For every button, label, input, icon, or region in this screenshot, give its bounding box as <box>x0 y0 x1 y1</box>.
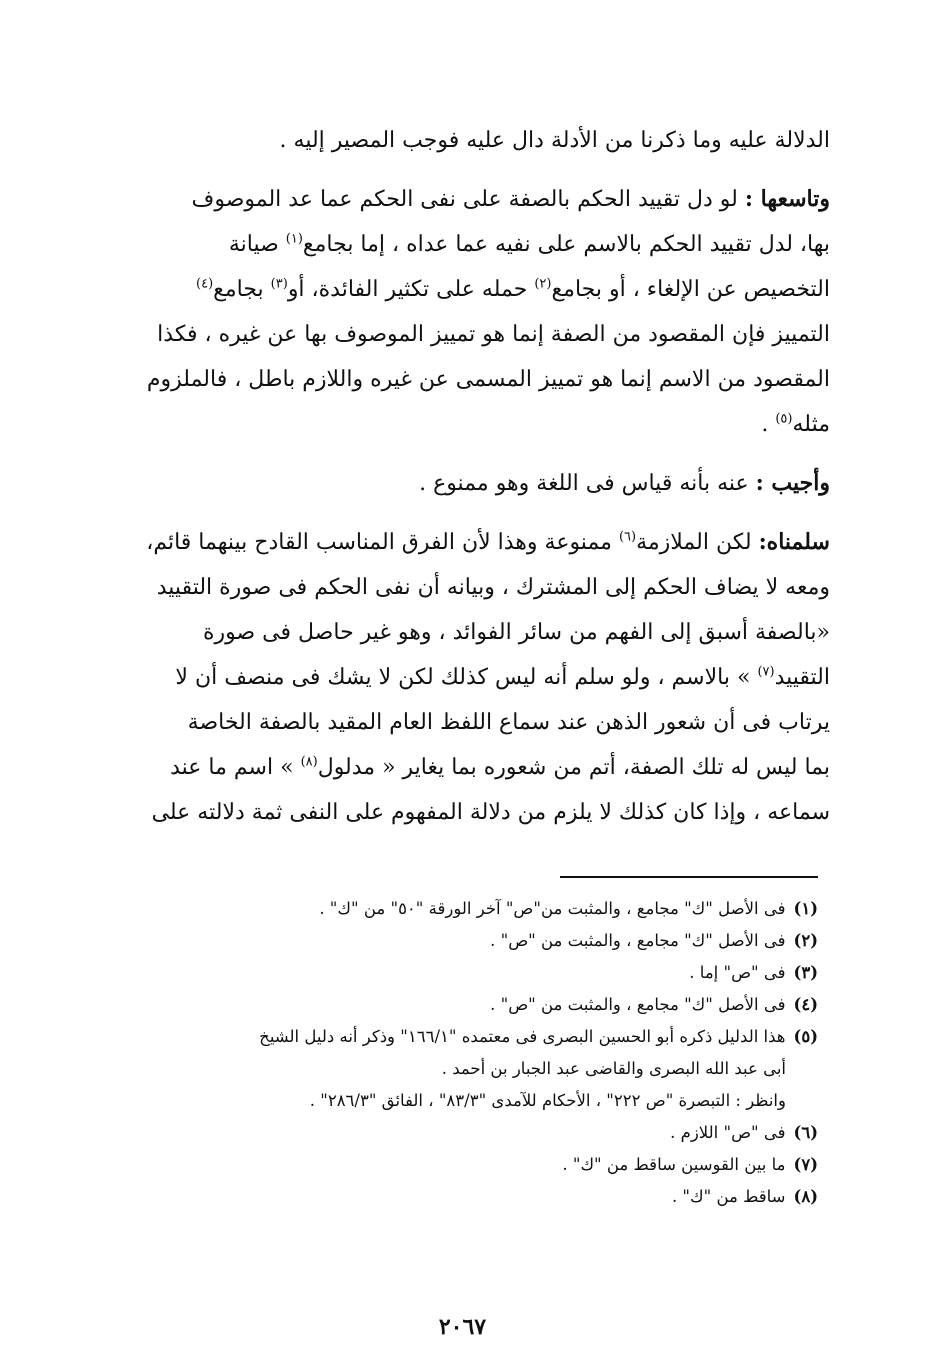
footnote-4: (٤)فى الأصل "ك" مجامع ، والمثبت من "ص" . <box>490 995 818 1014</box>
main-text <box>112 118 830 835</box>
footnote-5-continuation: أبى عبد الله البصرى والقاضى عبد الجبار بن أحمد . <box>441 1059 786 1078</box>
paragraph-1: الدلالة عليه وما ذكرنا من الأدلة دال عليه فوجب المصير إليه . <box>279 128 830 153</box>
footnote-ref-5: (٥) <box>775 411 793 427</box>
footnote-7: (٧)ما بين القوسين ساقط من "ك" . <box>562 1155 818 1174</box>
paragraph-2-line-5: المقصود من الاسم إنما هو تمييز المسمى عن غيره واللازم باطل ، فالملزوم <box>146 367 830 392</box>
paragraph-4-line-1: سلمناه: لكن الملازمة$^{(٦)}$ ممنوعة وهذا لأن الفرق المناسب القادح بينهما قائم، <box>146 529 830 555</box>
footnote-ref-7: (٧) <box>757 664 775 680</box>
footnote-2: (٢)فى الأصل "ك" مجامع ، والمثبت من "ص" . <box>490 931 818 950</box>
paragraph-lead: وتاسعها : <box>744 186 830 212</box>
paragraph-4-line-5: يرتاب فى أن شعور الذهن عند سماع اللفظ العام المقيد بالصفة الخاصة <box>187 710 830 735</box>
footnote-ref-3: (٣) <box>270 276 288 292</box>
footnote-5-see-also: وانظر : التبصرة "ص ٢٢٢" ، الأحكام للآمدى "٨٣/٣" ، الفائق "٢٨٦/٣" . <box>309 1091 786 1110</box>
paragraph-2-line-2: بها، لدل تقييد الحكم بالاسم على نفيه عما عداه ، إما بجامع$^{(١)}$ صيانة <box>228 231 830 257</box>
paragraph-lead: وأجيب : <box>755 470 830 496</box>
paragraph-4-line-3: «بالصفة أسبق إلى الفهم من سائر الفوائد ، وهو غير حاصل فى صورة <box>202 620 830 645</box>
footnote-8: (٨)ساقط من "ك" . <box>671 1187 818 1206</box>
paragraph-2-line-4: التمييز فإن المقصود من الصفة إنما هو تمييز الموصوف بها عن غيره ، فكذا <box>157 322 830 347</box>
footnote-3: (٣)فى "ص" إما . <box>689 963 818 982</box>
page-number: ٢٠٦٧ <box>438 1314 487 1340</box>
footnotes <box>110 893 818 1213</box>
paragraph-2-line-1: وتاسعها : لو دل تقييد الحكم بالصفة على نفى الحكم عما عد الموصوف <box>191 186 830 212</box>
footnote-ref-6: (٦) <box>618 529 637 545</box>
footnote-ref-2: (٢) <box>534 276 552 292</box>
paragraph-4-line-4: التقييد$^{(٧)}$ » بالاسم ، ولو سلم أنه ليس كذلك لكن لا يشك فى منصف أن لا <box>175 664 830 690</box>
paragraph-2-line-3: التخصيص عن الإلغاء ، أو بجامع$^{(٢)}$ حمله على تكثير الفائدة، أو$^{(٣)}$ بجامع$^{(٤)}$ <box>196 276 830 302</box>
footnote-ref-4: (٤) <box>196 276 214 292</box>
paragraph-4-line-2: ومعه لا يضاف الحكم إلى المشترك ، وبيانه أن نفى الحكم فى صورة التقييد <box>156 575 830 600</box>
footnote-ref-8: (٨) <box>300 754 318 770</box>
paragraph-3: وأجيب : عنه بأنه قياس فى اللغة وهو ممنوع . <box>419 470 830 496</box>
paragraph-4-line-6: بما ليس له تلك الصفة، أتم من شعوره بما يغاير « مدلول$^{(٨)}$ » اسم ما عند <box>170 754 830 780</box>
footnote-6: (٦)فى "ص" اللازم . <box>670 1123 818 1142</box>
paragraph-2-line-6: مثله$^{(٥)}$ . <box>761 411 830 437</box>
paragraph-4-line-7: سماعه ، وإذا كان كذلك لا يلزم من دلالة المفهوم على النفى ثمة دلالته على <box>151 800 830 825</box>
footnote-ref-1: (١) <box>285 231 303 247</box>
footnote-5: (٥)هذا الدليل ذكره أبو الحسين البصرى فى معتمده "١٦٦/١" وذكر أنه دليل الشيخ <box>259 1027 818 1046</box>
footnote-divider <box>560 876 818 878</box>
footnote-1: (١)فى الأصل "ك" مجامع ، والمثبت من"ص" آخر الورقة "٥٠" من "ك" . <box>319 899 818 918</box>
paragraph-lead: سلمناه: <box>758 529 830 555</box>
